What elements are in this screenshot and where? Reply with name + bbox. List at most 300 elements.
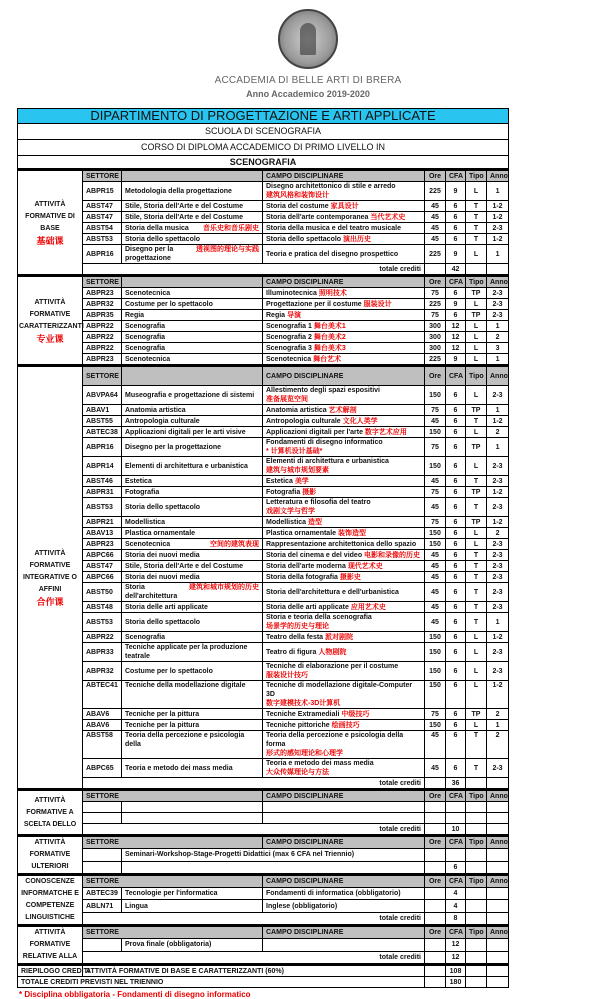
anno-cell xyxy=(487,939,509,951)
cfa-cell: 6 xyxy=(446,731,466,759)
campo-header: CAMPO DISCIPLINARE xyxy=(263,790,425,802)
ore-header: Ore xyxy=(425,366,446,386)
campo-text: Applicazioni digitali per l'arte xyxy=(266,428,363,436)
chinese-translation: 中级技巧 xyxy=(341,710,370,718)
section-label-text: ATTIVITÀ FORMATIVE DI BASE xyxy=(25,200,75,232)
description-cell xyxy=(122,234,263,245)
settore-cell: ABST47 xyxy=(83,561,122,572)
settore-cell: ABPR22 xyxy=(83,343,122,354)
settore-cell: ABST53 xyxy=(83,613,122,632)
tipo-cell: T xyxy=(466,572,487,583)
tipo-cell: T xyxy=(466,759,487,778)
tipo-cell: L xyxy=(466,354,487,366)
chinese-translation: 摄影史 xyxy=(339,573,361,581)
settore-cell: ABST53 xyxy=(83,234,122,245)
settore-cell: ABPR35 xyxy=(83,310,122,321)
chinese-translation: 戏剧文学与哲学 xyxy=(266,508,315,515)
tipo-cell: T xyxy=(466,223,487,234)
cfa-cell: 6 xyxy=(446,572,466,583)
description-cell xyxy=(122,632,263,643)
ore-cell: 45 xyxy=(425,613,446,632)
total-credits: 36 xyxy=(446,778,466,790)
chinese-translation: 数字建模技术-3D计算机 xyxy=(266,700,341,707)
description-cell xyxy=(122,201,263,212)
table-row xyxy=(18,457,509,476)
settore-cell: ABST46 xyxy=(83,476,122,487)
tipo-cell xyxy=(466,264,487,276)
campo-text: Teatro della festa xyxy=(266,633,324,641)
description-cell xyxy=(122,245,263,264)
chinese-translation: 造型 xyxy=(308,518,323,526)
table-row xyxy=(18,888,509,900)
tipo-cell: T xyxy=(466,416,487,427)
description-cell xyxy=(122,939,263,951)
ore-cell xyxy=(425,900,446,912)
ore-cell: 45 xyxy=(425,731,446,759)
campo-cell xyxy=(263,182,425,201)
anno-cell xyxy=(487,912,509,925)
table-row xyxy=(18,759,509,778)
chinese-translation: 装饰造型 xyxy=(337,529,366,537)
cfa-cell: 6 xyxy=(446,583,466,602)
cfa-cell: 6 xyxy=(446,288,466,299)
cfa-cell: 6 xyxy=(446,310,466,321)
tipo-cell: TP xyxy=(466,709,487,720)
anno-cell: 1-2 xyxy=(487,416,509,427)
anno-cell: 2 xyxy=(487,528,509,539)
settore-cell xyxy=(83,861,122,874)
cfa-cell: 6 xyxy=(446,223,466,234)
description-cell xyxy=(122,354,263,366)
section-label xyxy=(18,366,83,790)
cfa-cell: 6 xyxy=(446,539,466,550)
cfa-cell: 12 xyxy=(446,343,466,354)
ore-cell xyxy=(425,965,446,977)
anno-cell xyxy=(487,965,509,977)
anno-cell: 2 xyxy=(487,332,509,343)
anno-cell: 2-3 xyxy=(487,457,509,476)
description-text: Tecniche della modellazione digitale xyxy=(125,682,246,689)
description-cell xyxy=(122,539,263,550)
description-text: Costume per lo spettacolo xyxy=(125,300,213,308)
ore-cell xyxy=(425,939,446,951)
ore-header: Ore xyxy=(425,170,446,182)
total-credits: 10 xyxy=(446,824,466,836)
table-row xyxy=(18,802,509,813)
cfa-cell: 6 xyxy=(446,386,466,405)
anno-cell: 2-3 xyxy=(487,602,509,613)
settore-header: SETTORE xyxy=(83,170,122,182)
ore-cell: 75 xyxy=(425,709,446,720)
settore-cell: ABTEC38 xyxy=(83,427,122,438)
tipo-cell: L xyxy=(466,457,487,476)
anno-header: Anno xyxy=(487,366,509,386)
chinese-translation: 空间的建筑表现 xyxy=(210,540,259,548)
ore-cell: 45 xyxy=(425,561,446,572)
description-cell xyxy=(122,900,263,912)
campo-text: Letteratura e filosofia del teatro xyxy=(266,499,371,506)
anno-cell: 1-2 xyxy=(487,212,509,223)
campo-text: Progettazione per il costume xyxy=(266,300,362,308)
campo-cell xyxy=(263,299,425,310)
table-row xyxy=(18,354,509,366)
cfa-cell: 6 xyxy=(446,861,466,874)
tipo-cell xyxy=(466,965,487,977)
table-row xyxy=(18,476,509,487)
total-label: totale crediti xyxy=(83,778,425,790)
chinese-translation: 现代艺术史 xyxy=(347,562,383,570)
chinese-translation: 建筑与城市规划要素 xyxy=(266,467,329,474)
description-cell xyxy=(122,310,263,321)
ore-cell xyxy=(425,778,446,790)
anno-cell: 1 xyxy=(487,438,509,457)
settore-cell: ABST47 xyxy=(83,201,122,212)
table-row xyxy=(18,223,509,234)
tipo-cell xyxy=(466,888,487,900)
anno-cell: 3 xyxy=(487,343,509,354)
tipo-cell xyxy=(466,824,487,836)
tipo-cell xyxy=(466,802,487,813)
tipo-cell xyxy=(466,951,487,964)
tipo-cell: L xyxy=(466,321,487,332)
chinese-translation: 数字艺术应用 xyxy=(364,428,407,436)
campo-cell xyxy=(263,234,425,245)
tipo-cell: TP xyxy=(466,288,487,299)
description-cell xyxy=(122,405,263,416)
tipo-cell: T xyxy=(466,550,487,561)
anno-cell: 2 xyxy=(487,427,509,438)
table-row xyxy=(18,405,509,416)
table-row xyxy=(18,299,509,310)
tipo-cell: TP xyxy=(466,487,487,498)
total-label: totale crediti xyxy=(83,912,425,925)
campo-cell xyxy=(263,888,425,900)
ore-cell xyxy=(425,888,446,900)
campo-text: Anatomia artistica xyxy=(266,406,327,414)
tipo-cell xyxy=(466,861,487,874)
tipo-cell: L xyxy=(466,299,487,310)
section-label-text: ATTIVITÀ FORMATIVE RELATIVE ALLA xyxy=(22,929,78,960)
anno-cell: 1 xyxy=(487,720,509,731)
campo-cell xyxy=(263,343,425,354)
chinese-translation: 准备展览空间 xyxy=(266,396,308,403)
tipo-header: Tipo xyxy=(466,170,487,182)
table-row xyxy=(18,212,509,223)
settore-cell: ABPC66 xyxy=(83,550,122,561)
table-row xyxy=(18,681,509,709)
tipo-cell: T xyxy=(466,234,487,245)
tipo-cell: L xyxy=(466,343,487,354)
description-text: Scenotecnica xyxy=(125,289,171,297)
ore-cell xyxy=(425,802,446,813)
settore-cell: ABPR32 xyxy=(83,299,122,310)
cfa-cell: 4 xyxy=(446,888,466,900)
summary-cfa: 108 xyxy=(446,965,466,977)
campo-cell xyxy=(263,802,425,813)
description-cell xyxy=(122,643,263,662)
description-cell xyxy=(122,709,263,720)
description-text: Scenotecnica xyxy=(125,355,171,363)
campo-text: Disegno architettonico di stile e arredo xyxy=(266,183,396,190)
ore-cell: 45 xyxy=(425,416,446,427)
ore-cell: 150 xyxy=(425,539,446,550)
description-text: Storia dello spettacolo xyxy=(125,618,201,626)
description-cell xyxy=(122,759,263,778)
tipo-cell: L xyxy=(466,427,487,438)
description-text: Disegno per la progettazione xyxy=(125,443,222,451)
description-text: Anatomia artistica xyxy=(125,406,186,414)
cfa-cell: 6 xyxy=(446,201,466,212)
ore-cell: 300 xyxy=(425,332,446,343)
description-cell xyxy=(122,288,263,299)
ore-cell xyxy=(425,264,446,276)
settore-cell: ABPR22 xyxy=(83,632,122,643)
anno-cell: 2 xyxy=(487,709,509,720)
tipo-cell: L xyxy=(466,182,487,201)
description-cell xyxy=(122,813,263,824)
cfa-cell: 6 xyxy=(446,498,466,517)
anno-cell xyxy=(487,861,509,874)
settore-header: SETTORE xyxy=(83,276,122,288)
campo-cell xyxy=(263,939,425,951)
tipo-cell: T xyxy=(466,476,487,487)
anno-cell: 2-3 xyxy=(487,583,509,602)
campo-text: Modellistica xyxy=(266,518,307,526)
section-label-text: ATTIVITÀ FORMATIVE INTEGRATIVE O AFFINI xyxy=(23,549,77,593)
cfa-cell: 6 xyxy=(446,662,466,681)
table-row xyxy=(18,182,509,201)
cfa-cell: 6 xyxy=(446,405,466,416)
tipo-header: Tipo xyxy=(466,276,487,288)
cfa-cell: 6 xyxy=(446,632,466,643)
cfa-cell: 9 xyxy=(446,299,466,310)
cfa-header: CFA xyxy=(446,276,466,288)
table-row xyxy=(18,632,509,643)
description-text: Museografia e progettazione di sistemi xyxy=(125,391,255,399)
table-row xyxy=(18,343,509,354)
tipo-cell: TP xyxy=(466,310,487,321)
anno-cell: 2-3 xyxy=(487,288,509,299)
description-text: Storia dello spettacolo xyxy=(125,503,201,511)
description-cell xyxy=(122,299,263,310)
ore-cell: 300 xyxy=(425,321,446,332)
table-row xyxy=(18,528,509,539)
description-cell xyxy=(122,662,263,681)
table-row xyxy=(18,498,509,517)
anno-cell: 2-3 xyxy=(487,572,509,583)
settore-cell: ABST48 xyxy=(83,602,122,613)
campo-text: Scenografia 2 xyxy=(266,333,312,341)
page-header xyxy=(0,0,616,99)
description-text: Costume per lo spettacolo xyxy=(125,667,213,675)
campo-header: CAMPO DISCIPLINARE xyxy=(263,170,425,182)
total-credits: 12 xyxy=(446,951,466,964)
tipo-cell: L xyxy=(466,245,487,264)
description-text: Scenografia xyxy=(125,322,166,330)
ore-cell: 150 xyxy=(425,427,446,438)
table-row xyxy=(18,720,509,731)
anno-cell xyxy=(487,900,509,912)
tipo-cell: L xyxy=(466,528,487,539)
ore-cell: 45 xyxy=(425,223,446,234)
description-text: Storia dello spettacolo xyxy=(125,235,201,243)
cfa-cell: 12 xyxy=(446,321,466,332)
tipo-cell: L xyxy=(466,720,487,731)
anno-cell: 2-3 xyxy=(487,476,509,487)
cfa-cell: 6 xyxy=(446,517,466,528)
description-cell xyxy=(122,386,263,405)
description-header xyxy=(122,276,263,288)
campo-cell xyxy=(263,245,425,264)
section-label-text: ATTIVITÀ FORMATIVE CARATTERIZZANTI xyxy=(19,298,84,330)
chinese-translation: 艺术解剖 xyxy=(328,406,357,414)
chinese-translation: 应用艺术史 xyxy=(350,603,386,611)
cfa-cell: 6 xyxy=(446,681,466,709)
chinese-translation: 服装设计技巧 xyxy=(266,672,308,679)
campo-cell xyxy=(263,332,425,343)
section-label-text: ATTIVITÀ FORMATIVE ULTERIORI xyxy=(29,839,71,870)
section-label xyxy=(18,790,83,836)
anno-cell xyxy=(487,888,509,900)
chinese-translation: 建筑风格和装饰设计 xyxy=(266,192,329,199)
description-header xyxy=(122,366,263,386)
campo-text: Antropologia culturale xyxy=(266,417,341,425)
campo-cell xyxy=(263,201,425,212)
table-row xyxy=(18,332,509,343)
anno-cell: 2-3 xyxy=(487,759,509,778)
anno-cell: 1-2 xyxy=(487,201,509,212)
institution-name: ACCADEMIA DI BELLE ARTI DI BRERA xyxy=(214,75,402,86)
anno-cell: 1-2 xyxy=(487,234,509,245)
anno-cell: 2-3 xyxy=(487,561,509,572)
campo-cell xyxy=(263,561,425,572)
settore-cell: ABPR16 xyxy=(83,245,122,264)
settore-header: SETTORE xyxy=(83,836,263,849)
settore-cell: ABPR31 xyxy=(83,487,122,498)
chinese-translation: 服装设计 xyxy=(363,300,392,308)
chinese-translation: 舞台美术2 xyxy=(313,333,346,341)
anno-cell: 2-3 xyxy=(487,386,509,405)
campo-header: CAMPO DISCIPLINARE xyxy=(263,875,425,888)
table-row xyxy=(18,234,509,245)
tipo-cell xyxy=(466,849,487,861)
cfa-cell: 6 xyxy=(446,457,466,476)
campo-text: Tecniche di elaborazione per il costume xyxy=(266,663,399,670)
anno-cell xyxy=(487,264,509,276)
cfa-cell: 6 xyxy=(446,528,466,539)
campo-cell xyxy=(263,321,425,332)
description-text: Disegno per la progettazione xyxy=(125,246,174,262)
anno-cell: 1 xyxy=(487,405,509,416)
campo-cell xyxy=(263,550,425,561)
cfa-cell: 12 xyxy=(446,332,466,343)
settore-cell: ABVPA64 xyxy=(83,386,122,405)
tipo-header: Tipo xyxy=(466,926,487,939)
cfa-cell: 6 xyxy=(446,720,466,731)
ore-cell xyxy=(425,861,446,874)
chinese-translation: 合作课 xyxy=(36,596,64,607)
academic-year: Anno Accademico 2019-2020 xyxy=(246,89,370,99)
section-label xyxy=(18,276,83,366)
chinese-translation: 专业课 xyxy=(36,333,64,344)
chinese-translation: 基础课 xyxy=(36,235,64,246)
chinese-translation: 派对剧院 xyxy=(325,633,354,641)
summary-label: RIEPILOGO CREDITI xyxy=(18,965,83,977)
campo-text: Plastica ornamentale xyxy=(266,529,337,537)
chinese-translation: 导演 xyxy=(287,311,302,319)
settore-cell: ABPR33 xyxy=(83,643,122,662)
campo-cell xyxy=(263,310,425,321)
ore-cell: 150 xyxy=(425,632,446,643)
campo-text: Fotografia xyxy=(266,488,301,496)
cfa-header: CFA xyxy=(446,366,466,386)
tipo-cell: T xyxy=(466,583,487,602)
description-text: Fotografia xyxy=(125,488,160,496)
anno-header: Anno xyxy=(487,790,509,802)
seminar-cell: Seminari-Workshop-Stage-Progetti Didattici (max 6 CFA nel Triennio) xyxy=(122,849,425,861)
anno-cell: 2-3 xyxy=(487,310,509,321)
table-row xyxy=(18,386,509,405)
description-text: Scenografia xyxy=(125,333,166,341)
settore-cell: ABST58 xyxy=(83,731,122,759)
description-cell xyxy=(122,438,263,457)
description-cell xyxy=(122,572,263,583)
anno-header: Anno xyxy=(487,170,509,182)
campo-text: Inglese (obbligatorio) xyxy=(266,902,338,910)
description-cell xyxy=(122,613,263,632)
table-row xyxy=(18,662,509,681)
ore-cell: 300 xyxy=(425,343,446,354)
table-row xyxy=(18,900,509,912)
tipo-header: Tipo xyxy=(466,875,487,888)
table-row xyxy=(18,643,509,662)
grand-total-label: TOTALE CREDITI PREVISTI NEL TRIENNIO xyxy=(18,977,425,988)
description-text: Scenografia xyxy=(125,344,166,352)
tipo-cell xyxy=(466,778,487,790)
ore-cell: 150 xyxy=(425,643,446,662)
settore-cell xyxy=(83,849,122,861)
settore-cell: ABPR14 xyxy=(83,457,122,476)
campo-cell xyxy=(263,457,425,476)
campo-text: Tecniche di modellazione digitale-Computer 3D xyxy=(266,682,413,698)
campo-text: Storia delle arti applicate xyxy=(266,603,349,611)
table-row xyxy=(18,487,509,498)
table-row xyxy=(18,288,509,299)
description-text: Stile, Storia dell'Arte e del Costume xyxy=(125,202,243,210)
campo-text: Scenotecnica xyxy=(266,355,312,363)
tipo-cell: TP xyxy=(466,517,487,528)
ore-cell: 150 xyxy=(425,457,446,476)
table-row xyxy=(18,438,509,457)
ore-cell xyxy=(425,824,446,836)
anno-cell xyxy=(487,977,509,988)
settore-cell: ABTEC39 xyxy=(83,888,122,900)
tipo-header: Tipo xyxy=(466,366,487,386)
campo-text: Storia del cinema e del video xyxy=(266,551,363,559)
ore-cell: 45 xyxy=(425,759,446,778)
campo-text: Teoria e metodo dei mass media xyxy=(266,760,374,767)
settore-cell: ABPC65 xyxy=(83,759,122,778)
anno-cell: 2-3 xyxy=(487,550,509,561)
chinese-translation: 舞台艺术 xyxy=(313,355,342,363)
cfa-cell: 6 xyxy=(446,487,466,498)
table-row xyxy=(18,550,509,561)
description-text: Teoria della percezione e psicologia della xyxy=(125,732,245,748)
campo-cell xyxy=(263,438,425,457)
footnote: * Disciplina obbligatoria - Fondamenti di disegno informatico xyxy=(19,990,251,999)
anno-cell: 2-3 xyxy=(487,662,509,681)
campo-text: Allestimento degli spazi espositivi xyxy=(266,387,380,394)
